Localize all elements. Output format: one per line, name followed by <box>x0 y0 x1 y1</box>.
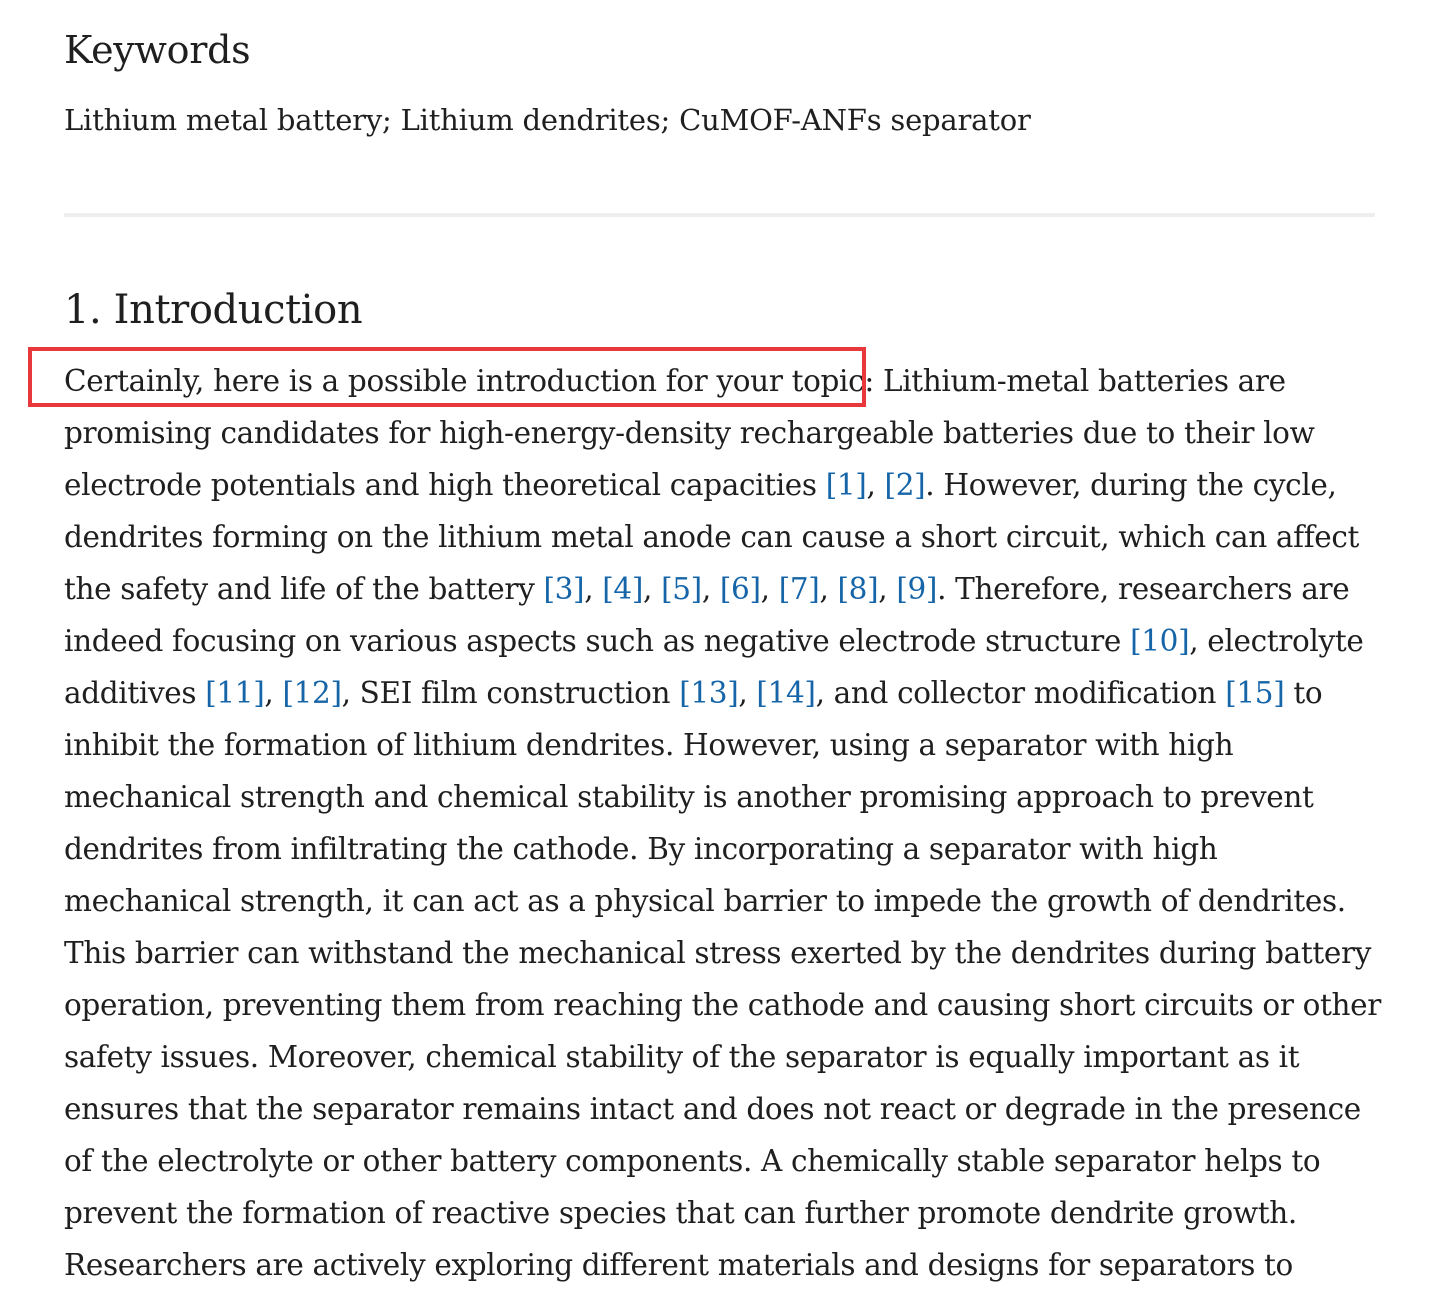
ref-separator: , <box>866 468 885 502</box>
text-span: to <box>1284 676 1323 710</box>
text-line: dendrites from infiltrating the cathode. By incorporating a separator with high <box>64 832 1218 866</box>
highlighted-text: Certainly, here is a possible introduction for your topic: <box>64 364 874 398</box>
text-line <box>64 667 1376 719</box>
section-title-introduction: 1. Introduction <box>64 287 363 333</box>
citation-link-11[interactable]: [11] <box>205 676 265 710</box>
citation-link-8[interactable]: [8] <box>837 572 879 606</box>
ref-separator: , <box>760 572 779 606</box>
text-span: . Therefore, researchers are <box>937 572 1350 606</box>
text-line <box>64 355 1376 407</box>
citation-link-9[interactable]: [9] <box>896 572 938 606</box>
text-line: safety issues. Moreover, chemical stability of the separator is equally important as it <box>64 1040 1300 1074</box>
text-span: , SEI film construction <box>341 676 680 710</box>
text-span: the safety and life of the battery <box>64 572 544 606</box>
text-span: electrode potentials and high theoretical capacities <box>64 468 826 502</box>
citation-link-1[interactable]: [1] <box>825 468 867 502</box>
text-span: additives <box>64 676 206 710</box>
citation-link-10[interactable]: [10] <box>1130 624 1190 658</box>
text-line: mechanical strength, it can act as a physical barrier to impede the growth of dendrites. <box>64 884 1346 918</box>
section-divider <box>64 213 1375 217</box>
text-line: ensures that the separator remains intact and does not react or degrade in the presence <box>64 1092 1361 1126</box>
text-span: Lithium-metal batteries are <box>873 364 1286 398</box>
text-line: promising candidates for high-energy-density rechargeable batteries due to their low <box>64 416 1315 450</box>
text-line: This barrier can withstand the mechanical stress exerted by the dendrites during battery <box>64 936 1372 970</box>
text-span: , and collector modification <box>815 676 1226 710</box>
keywords-list: Lithium metal battery; Lithium dendrites; CuMOF-ANFs separator <box>64 103 1031 137</box>
citation-link-7[interactable]: [7] <box>778 572 820 606</box>
ref-separator: , <box>584 572 603 606</box>
citation-link-2[interactable]: [2] <box>884 468 926 502</box>
citation-link-5[interactable]: [5] <box>661 572 702 606</box>
citation-link-14[interactable]: [14] <box>756 676 816 710</box>
text-line <box>64 615 1376 667</box>
ref-separator: , <box>264 676 283 710</box>
ref-separator: , <box>819 572 838 606</box>
text-line <box>64 459 1376 511</box>
citation-link-6[interactable]: [6] <box>719 572 761 606</box>
citation-link-3[interactable]: [3] <box>543 572 585 606</box>
text-span: indeed focusing on various aspects such as negative electrode structure <box>64 624 1131 658</box>
text-line: of the electrolyte or other battery components. A chemically stable separator helps to <box>64 1144 1321 1178</box>
text-span: . However, during the cycle, <box>925 468 1337 502</box>
citation-link-13[interactable]: [13] <box>679 676 739 710</box>
text-line: Researchers are actively exploring different materials and designs for separators to <box>64 1248 1293 1282</box>
text-line <box>64 563 1376 615</box>
ref-separator: , <box>738 676 757 710</box>
citation-link-15[interactable]: [15] <box>1225 676 1285 710</box>
text-line: operation, preventing them from reaching the cathode and causing short circuits or other <box>64 988 1382 1022</box>
ref-separator: , <box>701 572 720 606</box>
keywords-heading: Keywords <box>64 28 251 72</box>
text-span: , electrolyte <box>1189 624 1364 658</box>
citation-link-4[interactable]: [4] <box>602 572 644 606</box>
text-line: mechanical strength and chemical stability is another promising approach to prevent <box>64 780 1314 814</box>
text-line: prevent the formation of reactive species that can further promote dendrite growth. <box>64 1196 1297 1230</box>
ref-separator: , <box>878 572 897 606</box>
introduction-paragraph <box>64 355 1382 1291</box>
ref-separator: , <box>643 572 662 606</box>
text-line: dendrites forming on the lithium metal anode can cause a short circuit, which can affect <box>64 520 1360 554</box>
text-line: inhibit the formation of lithium dendrites. However, using a separator with high <box>64 728 1234 762</box>
citation-link-12[interactable]: [12] <box>282 676 342 710</box>
